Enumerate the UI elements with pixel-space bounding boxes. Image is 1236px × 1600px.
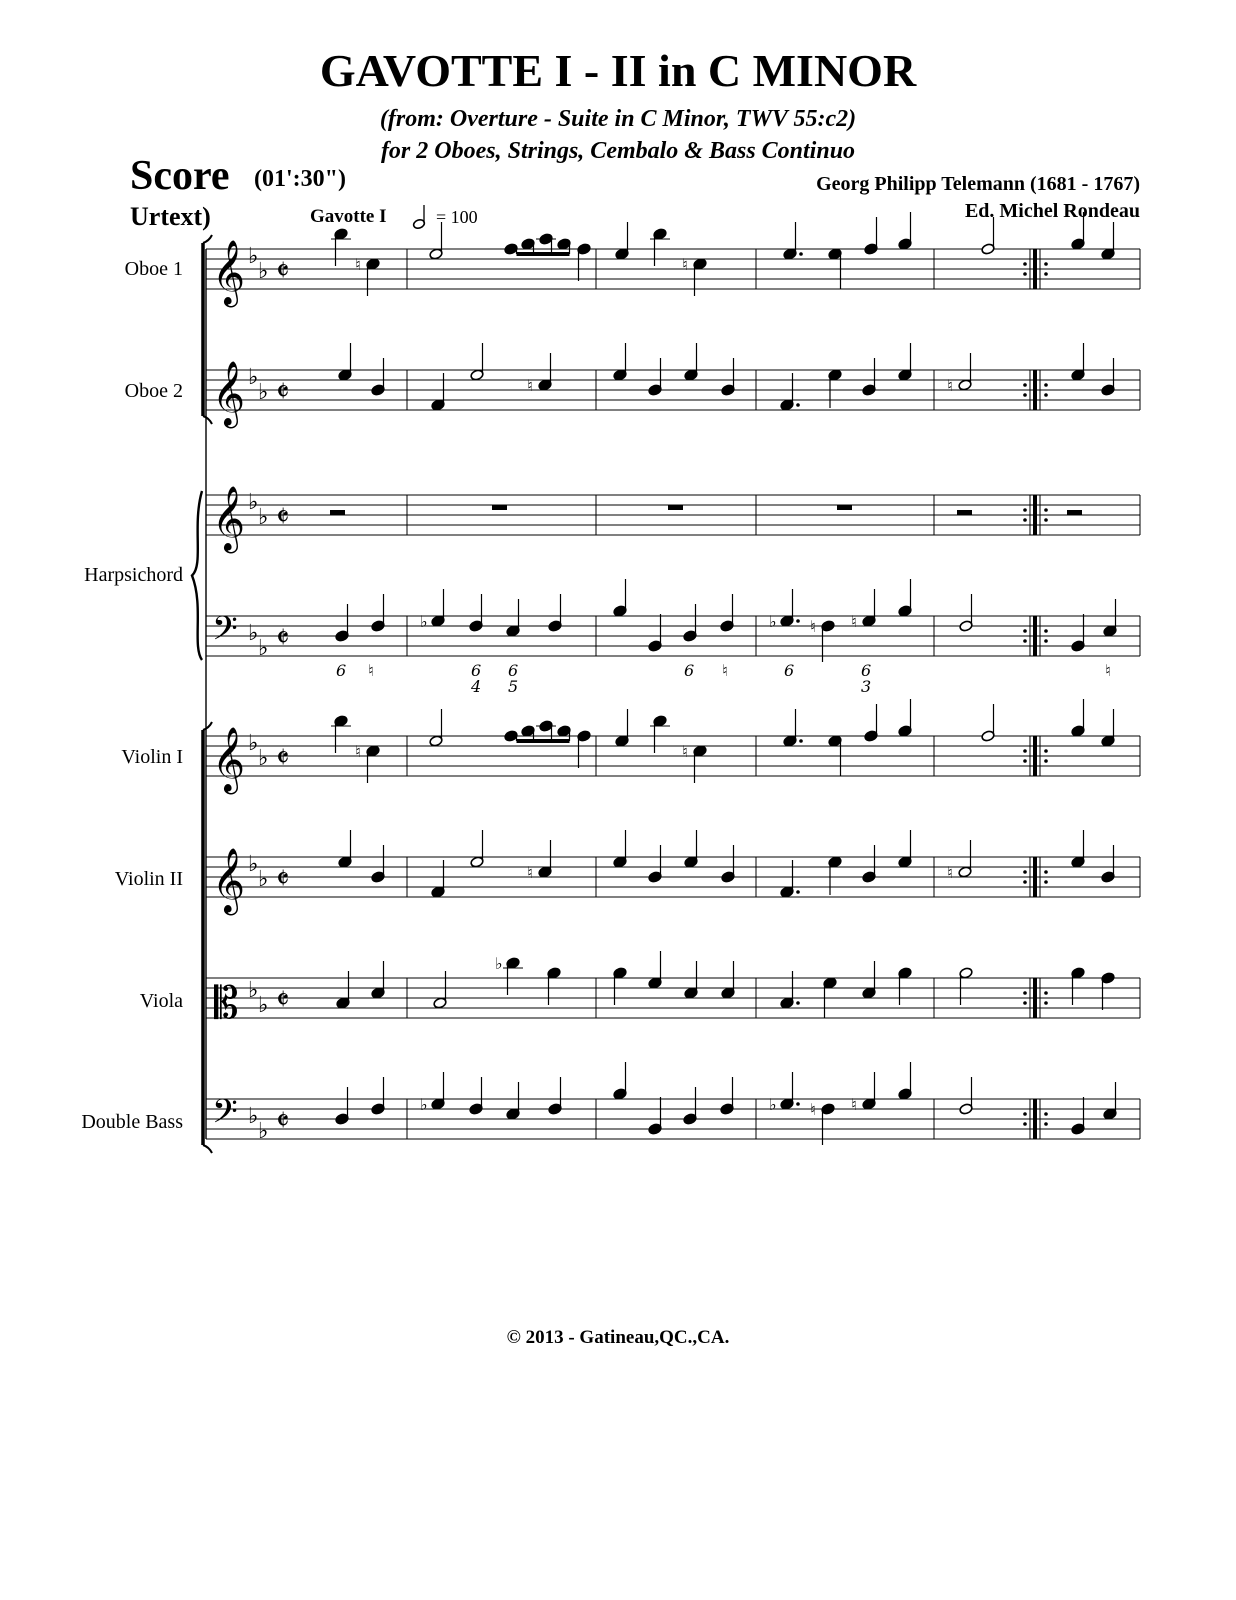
repeat-dot	[1044, 393, 1048, 397]
figured-bass-figure: 6	[684, 661, 695, 680]
repeat-dot	[1044, 518, 1048, 522]
tempo-bpm: = 100	[436, 207, 478, 227]
flat-icon: ♭	[248, 244, 259, 269]
treble-clef-icon: 𝄞	[212, 240, 246, 305]
bracket-hook	[203, 235, 212, 243]
repeat-dot	[1044, 1122, 1048, 1126]
treble-clef-icon: 𝄞	[212, 848, 246, 913]
flat-icon: ♭	[248, 365, 259, 390]
natural-icon: ♮	[355, 742, 361, 761]
figured-bass-figure: 6	[861, 661, 872, 680]
repeat-dot	[1023, 639, 1027, 643]
figured-bass-figure: ♮	[1105, 661, 1111, 680]
repeat-dot	[1044, 749, 1048, 753]
figured-bass-figure: ♮	[368, 661, 374, 680]
flat-icon: ♭	[258, 380, 269, 405]
flat-icon: ♭	[248, 978, 259, 1003]
flat-icon: ♭	[258, 259, 269, 284]
flat-icon: ♭	[769, 612, 777, 631]
instrument-label-oboe-2: Oboe 2	[124, 380, 183, 402]
instrument-label-double-bass: Double Bass	[81, 1111, 183, 1133]
figured-bass-figure: ♮	[722, 661, 728, 680]
instrument-label-oboe-1: Oboe 1	[124, 258, 183, 280]
duration-label: (01':30")	[254, 166, 346, 192]
repeat-dot	[1023, 262, 1027, 266]
repeat-dot	[1023, 272, 1027, 276]
half-rest	[957, 510, 972, 515]
repeat-dot	[1044, 1112, 1048, 1116]
flat-icon: ♭	[769, 1095, 777, 1114]
whole-rest	[837, 505, 852, 510]
augmentation-dot	[799, 739, 803, 743]
repeat-dot	[1044, 991, 1048, 995]
repeat-dot	[1023, 518, 1027, 522]
natural-icon: ♮	[355, 255, 361, 274]
cut-time-icon: 𝄵	[276, 375, 290, 410]
repeat-dot	[1044, 639, 1048, 643]
repeat-dot	[1044, 759, 1048, 763]
natural-icon: ♮	[682, 742, 688, 761]
cut-time-icon: 𝄵	[276, 1104, 290, 1139]
editor-credit: Ed. Michel Rondeau	[964, 200, 1140, 222]
natural-icon: ♮	[947, 863, 953, 882]
bass-clef-icon: 𝄢	[212, 1093, 238, 1139]
half-rest	[1067, 510, 1082, 515]
score-label: Score	[130, 153, 230, 199]
repeat-dot	[1023, 629, 1027, 633]
cut-time-icon: 𝄵	[276, 862, 290, 897]
repeat-dot	[1023, 759, 1027, 763]
flat-icon: ♭	[420, 612, 428, 631]
treble-clef-icon: 𝄞	[212, 727, 246, 792]
figured-bass-figure: 5	[508, 677, 519, 696]
harpsichord-brace	[192, 491, 202, 660]
flat-icon: ♭	[258, 867, 269, 892]
cut-time-icon: 𝄵	[276, 741, 290, 776]
repeat-dot	[1023, 880, 1027, 884]
repeat-dot	[1023, 508, 1027, 512]
repeat-dot	[1044, 870, 1048, 874]
figured-bass-figure: 6	[471, 661, 482, 680]
figured-bass-figure: 6	[336, 661, 347, 680]
instrument-label-harpsichord: Harpsichord	[84, 564, 183, 586]
urtext-label: Urtext)	[130, 202, 211, 231]
natural-icon: ♮	[527, 376, 533, 395]
repeat-dot	[1023, 1122, 1027, 1126]
natural-icon: ♮	[810, 617, 816, 636]
natural-icon: ♮	[851, 612, 857, 631]
whole-rest	[668, 505, 683, 510]
instrument-label-violin-1: Violin I	[121, 746, 183, 768]
flat-icon: ♭	[248, 621, 259, 646]
alto-clef-icon: 𝄡	[214, 978, 239, 1029]
flat-icon: ♭	[258, 746, 269, 771]
flat-icon: ♭	[420, 1095, 428, 1114]
repeat-dot	[1023, 870, 1027, 874]
flat-icon: ♭	[495, 954, 503, 973]
figured-bass-figure: 3	[861, 677, 872, 696]
bracket-hook	[203, 1145, 212, 1153]
composer-credit: Georg Philipp Telemann (1681 - 1767)	[816, 173, 1140, 195]
cut-time-icon: 𝄵	[276, 983, 290, 1018]
repeat-dot	[1023, 1001, 1027, 1005]
repeat-dot	[1044, 880, 1048, 884]
augmentation-dot	[796, 1102, 800, 1106]
whole-rest	[492, 505, 507, 510]
natural-icon: ♮	[527, 863, 533, 882]
augmentation-dot	[796, 1001, 800, 1005]
natural-icon: ♮	[682, 255, 688, 274]
repeat-dot	[1023, 749, 1027, 753]
augmentation-dot	[796, 890, 800, 894]
flat-icon: ♭	[258, 505, 269, 530]
subtitle-instrumentation: for 2 Oboes, Strings, Cembalo & Bass Continuo	[380, 138, 856, 164]
flat-icon: ♭	[258, 1119, 269, 1144]
repeat-dot	[1044, 272, 1048, 276]
page-title: GAVOTTE I - II in C MINOR	[319, 45, 917, 96]
natural-icon: ♮	[810, 1100, 816, 1119]
repeat-dot	[1044, 262, 1048, 266]
eighth-beam	[517, 739, 570, 743]
cut-time-icon: 𝄵	[276, 621, 290, 656]
instrument-label-viola: Viola	[139, 990, 183, 1012]
instrument-label-violin-2: Violin II	[114, 868, 183, 890]
repeat-dot	[1023, 393, 1027, 397]
bass-clef-icon: 𝄢	[212, 610, 238, 656]
half-rest	[330, 510, 345, 515]
bracket-hook	[203, 416, 212, 424]
flat-icon: ♭	[248, 731, 259, 756]
flat-icon: ♭	[248, 1104, 259, 1129]
bracket-hook	[203, 722, 212, 730]
figured-bass-figure: 6	[508, 661, 519, 680]
repeat-dot	[1023, 991, 1027, 995]
augmentation-dot	[796, 619, 800, 623]
subtitle-source: (from: Overture - Suite in C Minor, TWV 55:c2)	[379, 106, 857, 132]
repeat-dot	[1044, 629, 1048, 633]
repeat-dot	[1044, 1001, 1048, 1005]
repeat-dot	[1023, 1112, 1027, 1116]
repeat-dot	[1044, 508, 1048, 512]
figured-bass-figure: 6	[784, 661, 795, 680]
figured-bass-figure: 4	[471, 677, 482, 696]
repeat-dot	[1023, 383, 1027, 387]
flat-icon: ♭	[248, 852, 259, 877]
natural-icon: ♮	[947, 376, 953, 395]
copyright-notice: © 2013 - Gatineau,QC.,CA.	[506, 1327, 730, 1348]
cut-time-icon: 𝄵	[276, 500, 290, 535]
eighth-beam	[517, 252, 570, 256]
flat-icon: ♭	[258, 636, 269, 661]
augmentation-dot	[796, 403, 800, 407]
flat-icon: ♭	[248, 490, 259, 515]
natural-icon: ♮	[851, 1095, 857, 1114]
tempo-section-name: Gavotte I	[310, 206, 387, 227]
flat-icon: ♭	[258, 993, 269, 1018]
repeat-dot	[1044, 383, 1048, 387]
treble-clef-icon: 𝄞	[212, 361, 246, 426]
cut-time-icon: 𝄵	[276, 254, 290, 289]
treble-clef-icon: 𝄞	[212, 486, 246, 551]
augmentation-dot	[799, 252, 803, 256]
